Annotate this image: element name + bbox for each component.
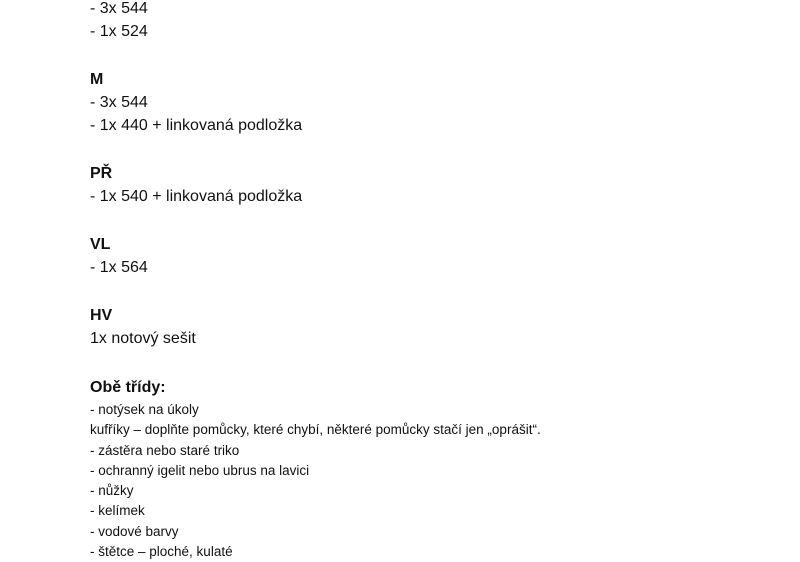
list-item: - vodové barvy	[90, 523, 179, 539]
section-top	[90, 0, 780, 43]
list-item: 1x notový sešit	[90, 330, 196, 347]
section-m	[90, 68, 780, 137]
list-item: - 3x 544	[90, 94, 148, 111]
section-vl	[90, 233, 780, 279]
list-item: - 3x 544	[90, 0, 148, 17]
list-item: kufříky – doplňte pomůcky, které chybí, některé pomůcky stačí jen „oprášit“.	[90, 422, 541, 438]
section-heading-obe-tridy: Obě třídy:	[90, 379, 166, 396]
list-item: - 1x 540 + linkovaná podložka	[90, 188, 303, 205]
list-item: - nůžky	[90, 483, 134, 499]
section-heading-m: M	[90, 71, 104, 88]
list-item: - 1x 564	[90, 259, 148, 276]
section-heading-hv: HV	[90, 307, 113, 324]
list-item: - štětce – ploché, kulaté	[90, 544, 233, 560]
section-heading-pr: PŘ	[90, 165, 113, 182]
section-heading-vl: VL	[90, 236, 111, 253]
section-obe-tridy	[90, 376, 780, 562]
list-item: - kelímek	[90, 503, 145, 519]
list-item: - ochranný igelit nebo ubrus na lavici	[90, 462, 310, 478]
list-item: - 1x 440 + linkovaná podložka	[90, 117, 303, 134]
section-hv	[90, 304, 780, 350]
section-pr	[90, 162, 780, 208]
list-item: - notýsek na úkoly	[90, 402, 199, 417]
list-item: - 1x 524	[90, 23, 148, 40]
list-item: - zástěra nebo staré triko	[90, 442, 240, 458]
document-page	[90, 0, 780, 562]
